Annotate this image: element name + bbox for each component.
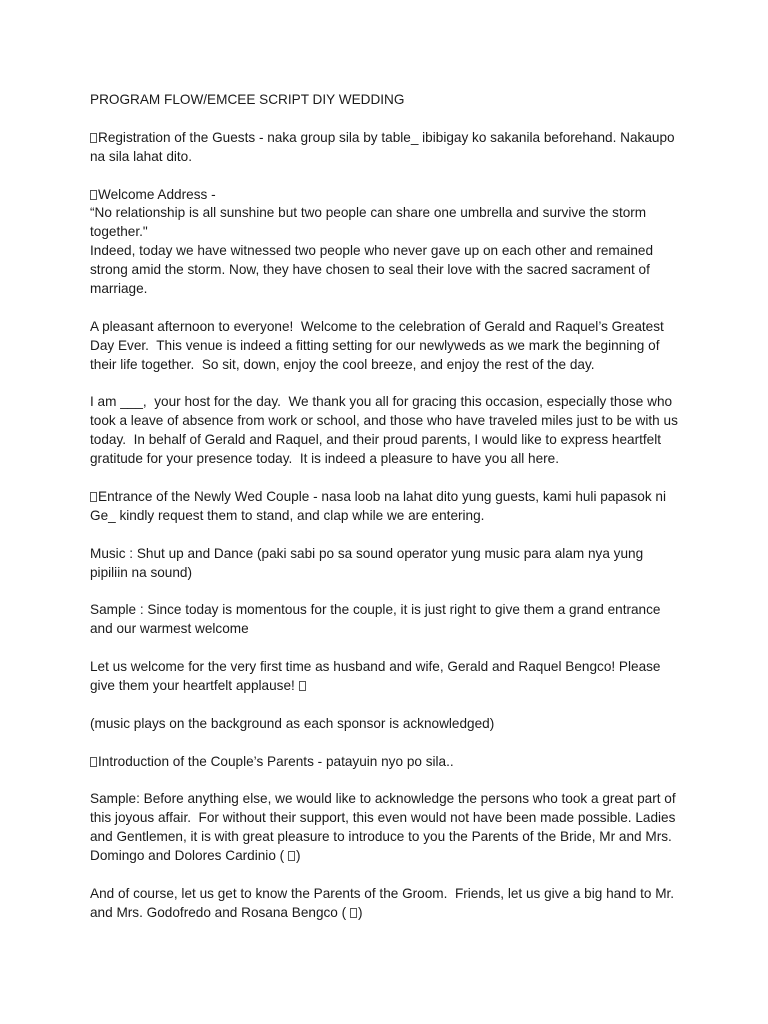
bullet-box-icon <box>90 133 97 143</box>
bullet-box-icon <box>90 190 97 200</box>
document-title: PROGRAM FLOW/EMCEE SCRIPT DIY WEDDING <box>90 92 405 107</box>
document-body <box>90 91 680 942</box>
host-paragraph: I am ___, your host for the day. We thank you all for gracing this occasion, especially those who took a leave of absence from work or school, and those who have traveled miles just to be with us today. In behalf of Gerald and Raquel, and their proud parents, I would like to express heartfelt gratitude for your presence today. It is indeed a pleasure to have you all here. <box>90 394 682 467</box>
music-plays-paragraph: (music plays on the background as each sponsor is acknowledged) <box>90 715 495 731</box>
welcome-couple-text: Let us welcome for the very first time as husband and wife, Gerald and Raquel Bengco! Please give them your heartfelt applause! <box>90 659 665 693</box>
entrance-text: Entrance of the Newly Wed Couple - nasa loob na lahat dito yung guests, kami huli papasok ni Ge_ kindly request them to stand, and clap while we are entering. <box>90 488 670 523</box>
welcome-quote: “No relationship is all sunshine but two people can share one umbrella and survive the storm together." <box>90 205 650 240</box>
welcome-address-paragraph <box>90 186 680 299</box>
symbol-box-icon <box>350 908 357 918</box>
symbol-box-icon <box>288 851 295 861</box>
registration-text: Registration of the Guests - naka group sila by table_ ibibigay ko sakanila beforehand. Nakaupo na sila lahat dito. <box>90 129 679 164</box>
welcome-heading: Welcome Address - <box>98 186 216 202</box>
music-paragraph: Music : Shut up and Dance (paki sabi po sa sound operator yung music para alam nya yung pipiliin na sound) <box>90 545 647 580</box>
intro-parents-text: Introduction of the Couple’s Parents - patayuin nyo po sila.. <box>98 753 454 769</box>
welcome-body: Indeed, today we have witnessed two people who never gave up on each other and remained strong amid the storm. Now, they have chosen to seal their love with the sacred sacrament of marriage. <box>90 243 657 297</box>
registration-paragraph <box>90 129 680 167</box>
groom-parents-text: And of course, let us get to know the Parents of the Groom. Friends, let us give a big hand to Mr. and Mrs. Godofredo and Rosana Bengco ( <box>90 885 678 920</box>
sample-parents-text: Sample: Before anything else, we would like to acknowledge the persons who took a great part of this joyous affair. For without their support, this even would not have been made possible. Ladies and Gentlemen, it is with great pleasure to introduce to you the Parents of the Bride, Mr and Mrs. Domingo and Dolores Cardinio ( <box>90 791 680 864</box>
groom-parents-close: ) <box>357 904 363 920</box>
pleasant-afternoon-paragraph: A pleasant afternoon to everyone! Welcome to the celebration of Gerald and Raquel’s Greatest Day Ever. This venue is indeed a fitting setting for our newlyweds as we mark the beginning of their life together. So sit, down, enjoy the cool breeze, and enjoy the rest of the day. <box>90 318 668 372</box>
welcome-couple-paragraph <box>90 658 680 696</box>
bullet-box-icon <box>90 492 97 502</box>
sample-parents-close: ) <box>295 848 301 864</box>
groom-parents-paragraph <box>90 885 680 923</box>
sample-entrance-paragraph: Sample : Since today is momentous for the couple, it is just right to give them a grand entrance and our warmest welcome <box>90 602 665 637</box>
symbol-box-icon <box>299 681 306 691</box>
sample-parents-paragraph <box>90 790 680 866</box>
bullet-box-icon <box>90 757 97 767</box>
entrance-paragraph <box>90 488 680 526</box>
intro-parents-paragraph <box>90 753 680 772</box>
